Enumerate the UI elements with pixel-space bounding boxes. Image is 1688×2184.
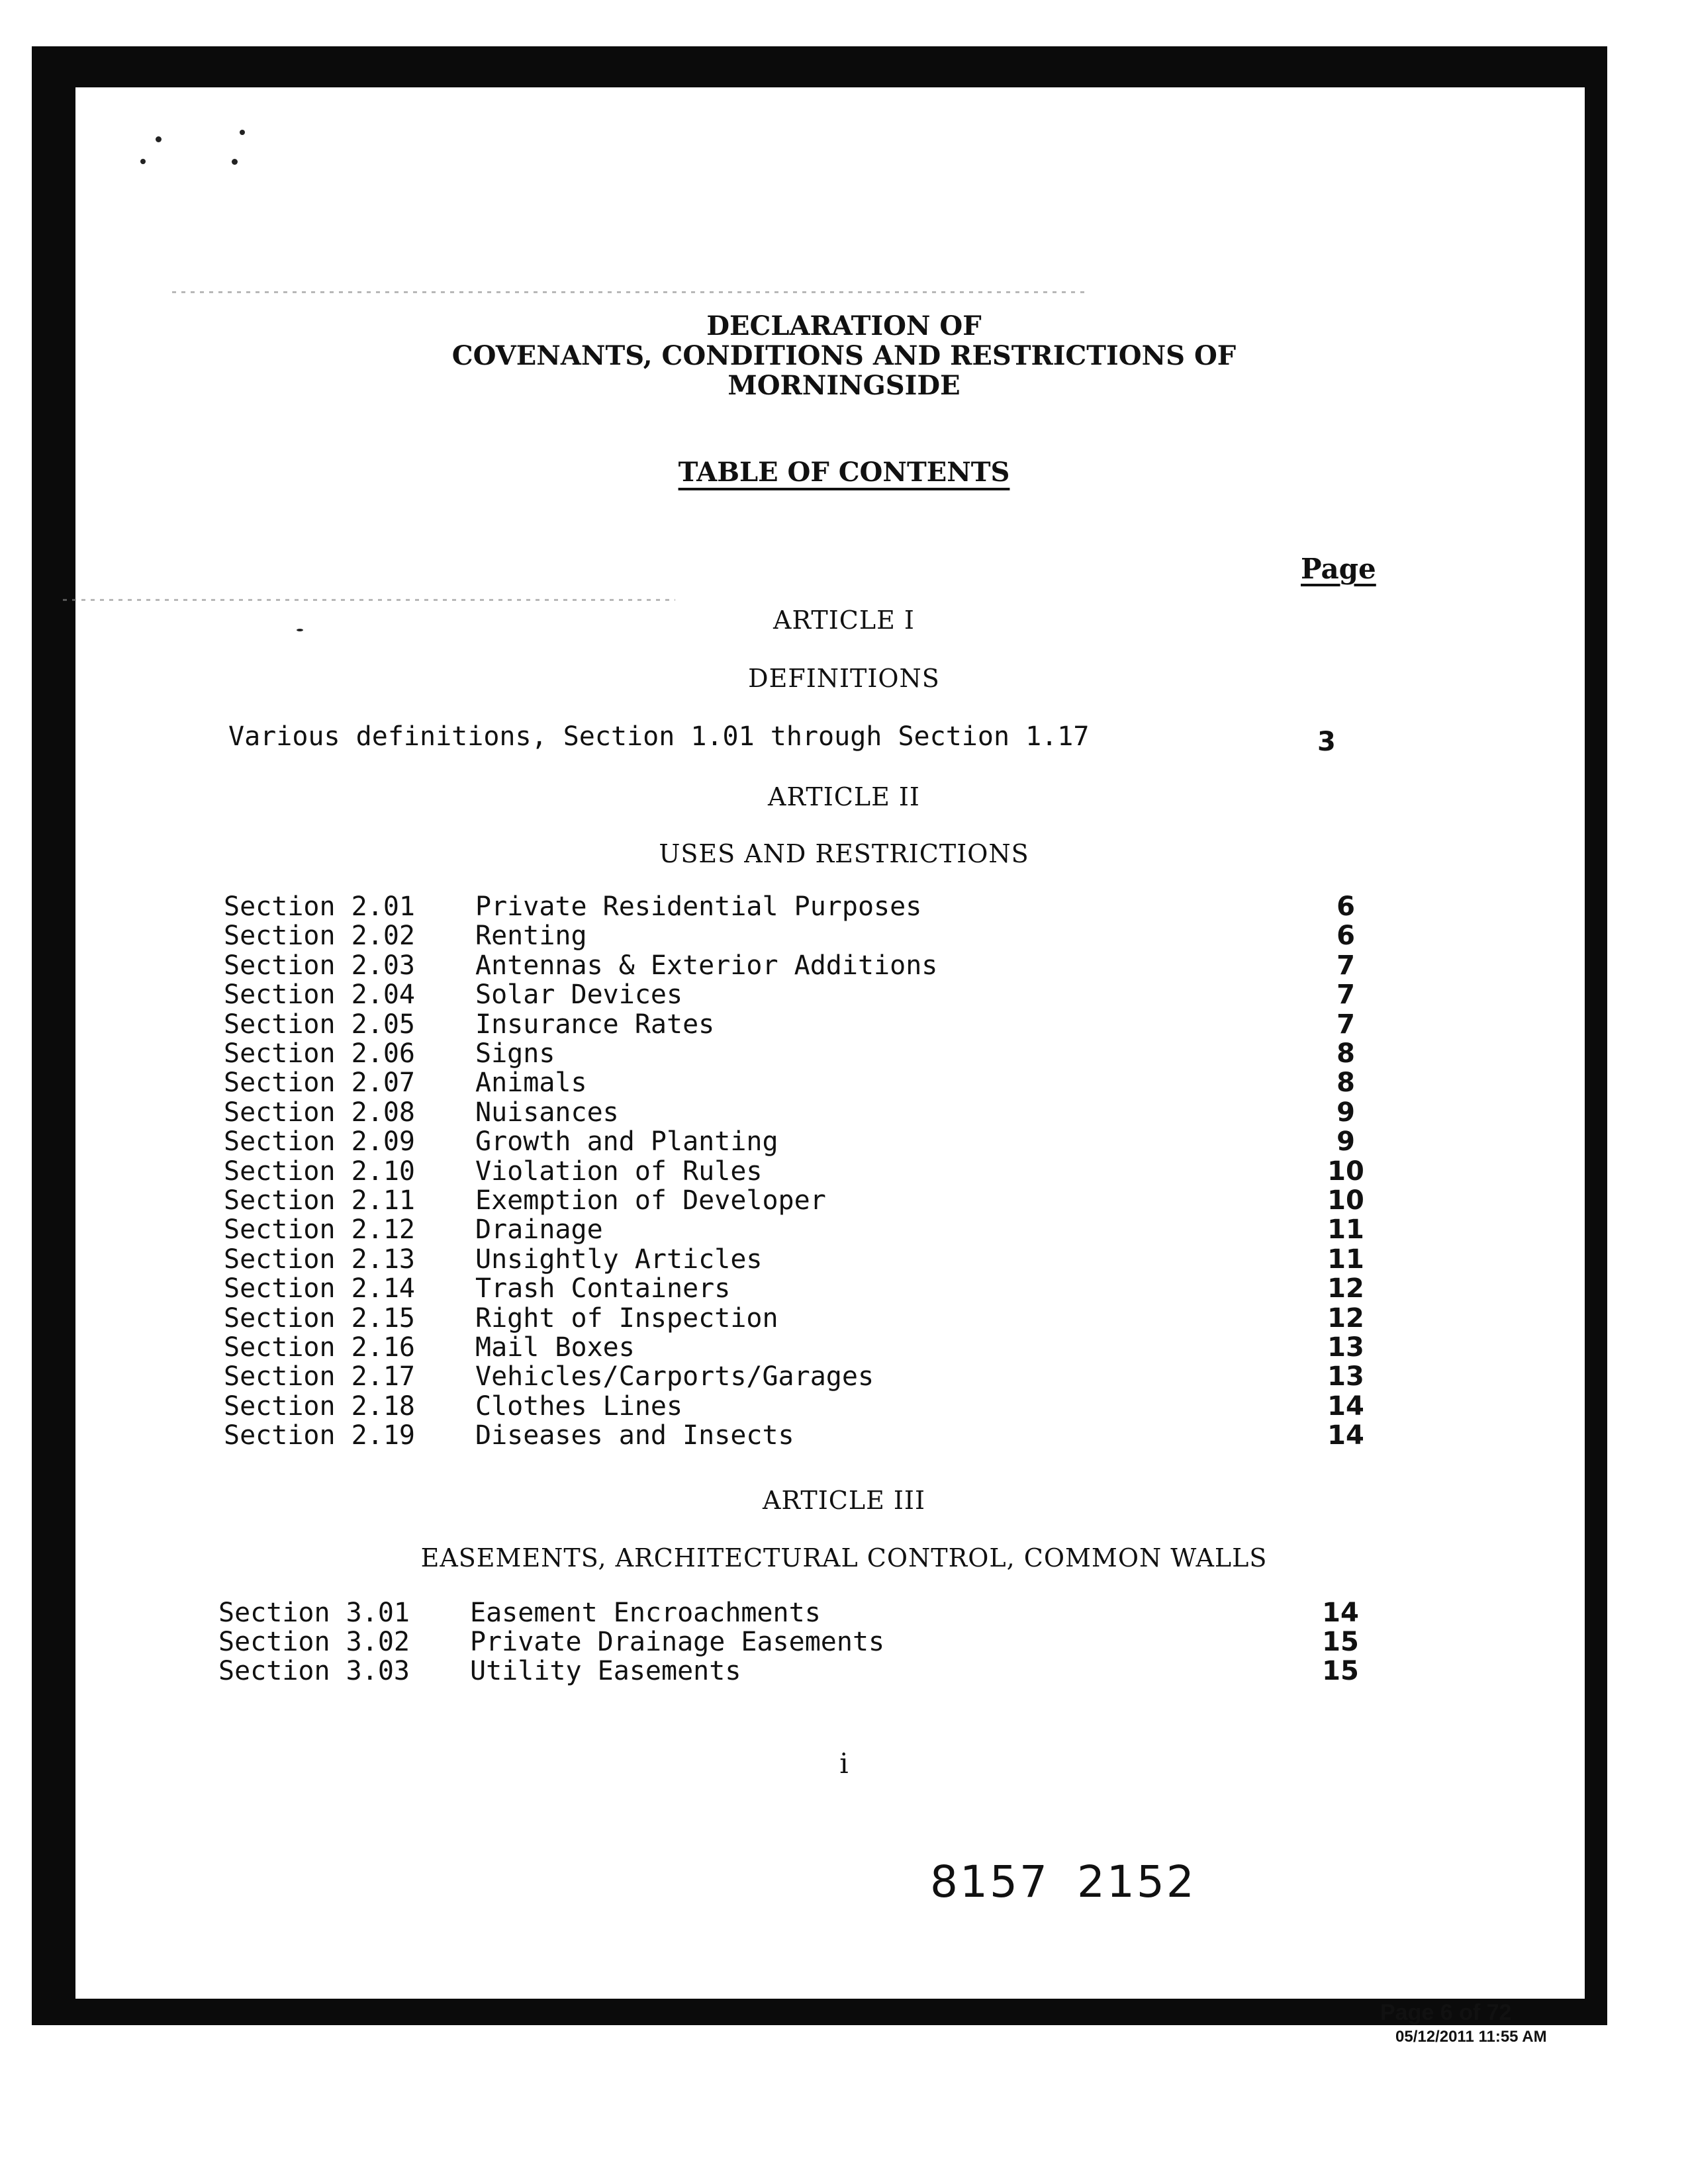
toc-section-name: Utility Easements xyxy=(470,1656,741,1686)
toc-section-page: 12 xyxy=(1327,1302,1364,1334)
toc-row xyxy=(218,1657,1410,1686)
toc-row xyxy=(224,1421,1415,1450)
toc-section-name: Easement Encroachments xyxy=(470,1598,821,1628)
toc-section-name: Renting xyxy=(475,921,587,952)
toc-row xyxy=(224,1333,1415,1362)
toc-row xyxy=(224,1157,1415,1186)
toc-section-page: 6 xyxy=(1336,891,1355,922)
toc-section-name: Solar Devices xyxy=(475,979,683,1011)
toc-row xyxy=(218,1627,1410,1657)
toc-section-number: Section 2.11 xyxy=(224,1185,415,1216)
toc-section-number: Section 2.10 xyxy=(224,1156,415,1187)
page-stamp: Page 6 of 72 xyxy=(1380,2000,1512,2025)
table-of-contents-heading: TABLE OF CONTENTS xyxy=(678,457,1010,488)
toc-row xyxy=(224,1304,1415,1333)
toc-section-name: Trash Containers xyxy=(475,1273,731,1304)
article-2-title: USES AND RESTRICTIONS xyxy=(659,839,1029,868)
article-1-label: ARTICLE I xyxy=(773,606,915,635)
article-3-label: ARTICLE III xyxy=(763,1486,925,1515)
toc-section-number: Section 3.02 xyxy=(218,1627,410,1657)
date-stamp: 05/12/2011 11:55 AM xyxy=(1395,2028,1547,2046)
scan-streak xyxy=(172,291,1086,293)
toc-section-number: Section 2.07 xyxy=(224,1068,415,1099)
toc-section-page: 8 xyxy=(1336,1038,1355,1069)
toc-section-page: 6 xyxy=(1336,921,1355,952)
toc-section-number: Section 2.02 xyxy=(224,921,415,952)
scan-speck xyxy=(240,130,245,135)
article-1-title: DEFINITIONS xyxy=(748,664,940,693)
article-2-label: ARTICLE II xyxy=(768,782,920,811)
definitions-entry-page: 3 xyxy=(1317,727,1336,757)
toc-section-number: Section 2.14 xyxy=(224,1273,415,1304)
toc-row xyxy=(224,1245,1415,1274)
page-column-label: Page xyxy=(1301,553,1376,585)
toc-section-name: Insurance Rates xyxy=(475,1009,715,1040)
toc-row xyxy=(224,980,1415,1009)
scan-streak xyxy=(63,599,675,601)
toc-section-page: 7 xyxy=(1336,1009,1355,1040)
toc-row xyxy=(224,892,1415,921)
toc-section-number: Section 2.13 xyxy=(224,1244,415,1275)
toc-row xyxy=(224,1215,1415,1244)
toc-row xyxy=(224,1274,1415,1303)
toc-section-page: 12 xyxy=(1327,1273,1364,1304)
toc-section-name: Vehicles/Carports/Garages xyxy=(475,1361,874,1392)
toc-section-number: Section 2.04 xyxy=(224,979,415,1011)
toc-section-number: Section 2.12 xyxy=(224,1214,415,1246)
roman-page-number: i xyxy=(839,1747,849,1780)
toc-section-page: 14 xyxy=(1322,1598,1359,1628)
toc-row xyxy=(224,1127,1415,1156)
toc-section-page: 14 xyxy=(1327,1390,1364,1422)
toc-row xyxy=(218,1598,1410,1627)
toc-section-number: Section 2.16 xyxy=(224,1332,415,1363)
toc-section-page: 11 xyxy=(1327,1244,1364,1275)
toc-section-name: Diseases and Insects xyxy=(475,1420,794,1451)
toc-row xyxy=(224,1039,1415,1068)
toc-section-number: Section 2.08 xyxy=(224,1097,415,1128)
toc-section-name: Unsightly Articles xyxy=(475,1244,763,1275)
toc-section-number: Section 3.01 xyxy=(218,1598,410,1628)
toc-section-page: 10 xyxy=(1327,1185,1364,1216)
toc-section-name: Violation of Rules xyxy=(475,1156,763,1187)
document-number: 8157 2152 xyxy=(930,1856,1196,1907)
toc-section-name: Animals xyxy=(475,1068,587,1099)
toc-row xyxy=(224,1362,1415,1391)
toc-section-name: Mail Boxes xyxy=(475,1332,635,1363)
doc-title-line-3: MORNINGSIDE xyxy=(727,370,961,401)
toc-section-number: Section 2.17 xyxy=(224,1361,415,1392)
doc-title-line-2: COVENANTS, CONDITIONS AND RESTRICTIONS OF xyxy=(451,340,1237,371)
toc-section-number: Section 2.15 xyxy=(224,1302,415,1334)
toc-section-name: Clothes Lines xyxy=(475,1390,683,1422)
toc-section-page: 9 xyxy=(1336,1126,1355,1158)
toc-section-page: 13 xyxy=(1327,1361,1364,1392)
toc-section-page: 7 xyxy=(1336,950,1355,981)
toc-section-page: 8 xyxy=(1336,1068,1355,1099)
toc-section-number: Section 3.03 xyxy=(218,1656,410,1686)
toc-section-number: Section 2.06 xyxy=(224,1038,415,1069)
toc-section-page: 7 xyxy=(1336,979,1355,1011)
toc-section-name: Right of Inspection xyxy=(475,1302,778,1334)
scan-speck xyxy=(140,159,146,164)
toc-section-number: Section 2.03 xyxy=(224,950,415,981)
toc-section-page: 13 xyxy=(1327,1332,1364,1363)
article-3-title: EASEMENTS, ARCHITECTURAL CONTROL, COMMON WALLS xyxy=(420,1543,1268,1572)
toc-section-name: Antennas & Exterior Additions xyxy=(475,950,938,981)
toc-row xyxy=(224,1010,1415,1039)
doc-title-line-1: DECLARATION OF xyxy=(706,310,982,341)
toc-section-name: Exemption of Developer xyxy=(475,1185,826,1216)
toc-section-name: Nuisances xyxy=(475,1097,619,1128)
scan-speck xyxy=(232,159,238,165)
toc-row xyxy=(224,1068,1415,1097)
toc-section-page: 11 xyxy=(1327,1214,1364,1246)
toc-section-number: Section 2.01 xyxy=(224,891,415,922)
toc-section-name: Growth and Planting xyxy=(475,1126,778,1158)
toc-row xyxy=(224,921,1415,950)
toc-row xyxy=(224,1392,1415,1421)
toc-section-name: Drainage xyxy=(475,1214,603,1246)
toc-section-number: Section 2.18 xyxy=(224,1390,415,1422)
toc-section-page: 15 xyxy=(1322,1627,1359,1657)
toc-section-page: 9 xyxy=(1336,1097,1355,1128)
toc-section-number: Section 2.09 xyxy=(224,1126,415,1158)
toc-section-name: Private Residential Purposes xyxy=(475,891,922,922)
toc-row xyxy=(224,1186,1415,1215)
definitions-entry: Various definitions, Section 1.01 through Section 1.17 xyxy=(228,721,1090,752)
scan-speck xyxy=(156,136,162,142)
toc-section-name: Private Drainage Easements xyxy=(470,1627,885,1657)
toc-section-number: Section 2.19 xyxy=(224,1420,415,1451)
toc-section-number: Section 2.05 xyxy=(224,1009,415,1040)
toc-row xyxy=(224,1098,1415,1127)
toc-section-name: Signs xyxy=(475,1038,555,1069)
toc-section-page: 14 xyxy=(1327,1420,1364,1451)
toc-section-page: 10 xyxy=(1327,1156,1364,1187)
toc-section-page: 15 xyxy=(1322,1656,1359,1686)
toc-row xyxy=(224,951,1415,980)
